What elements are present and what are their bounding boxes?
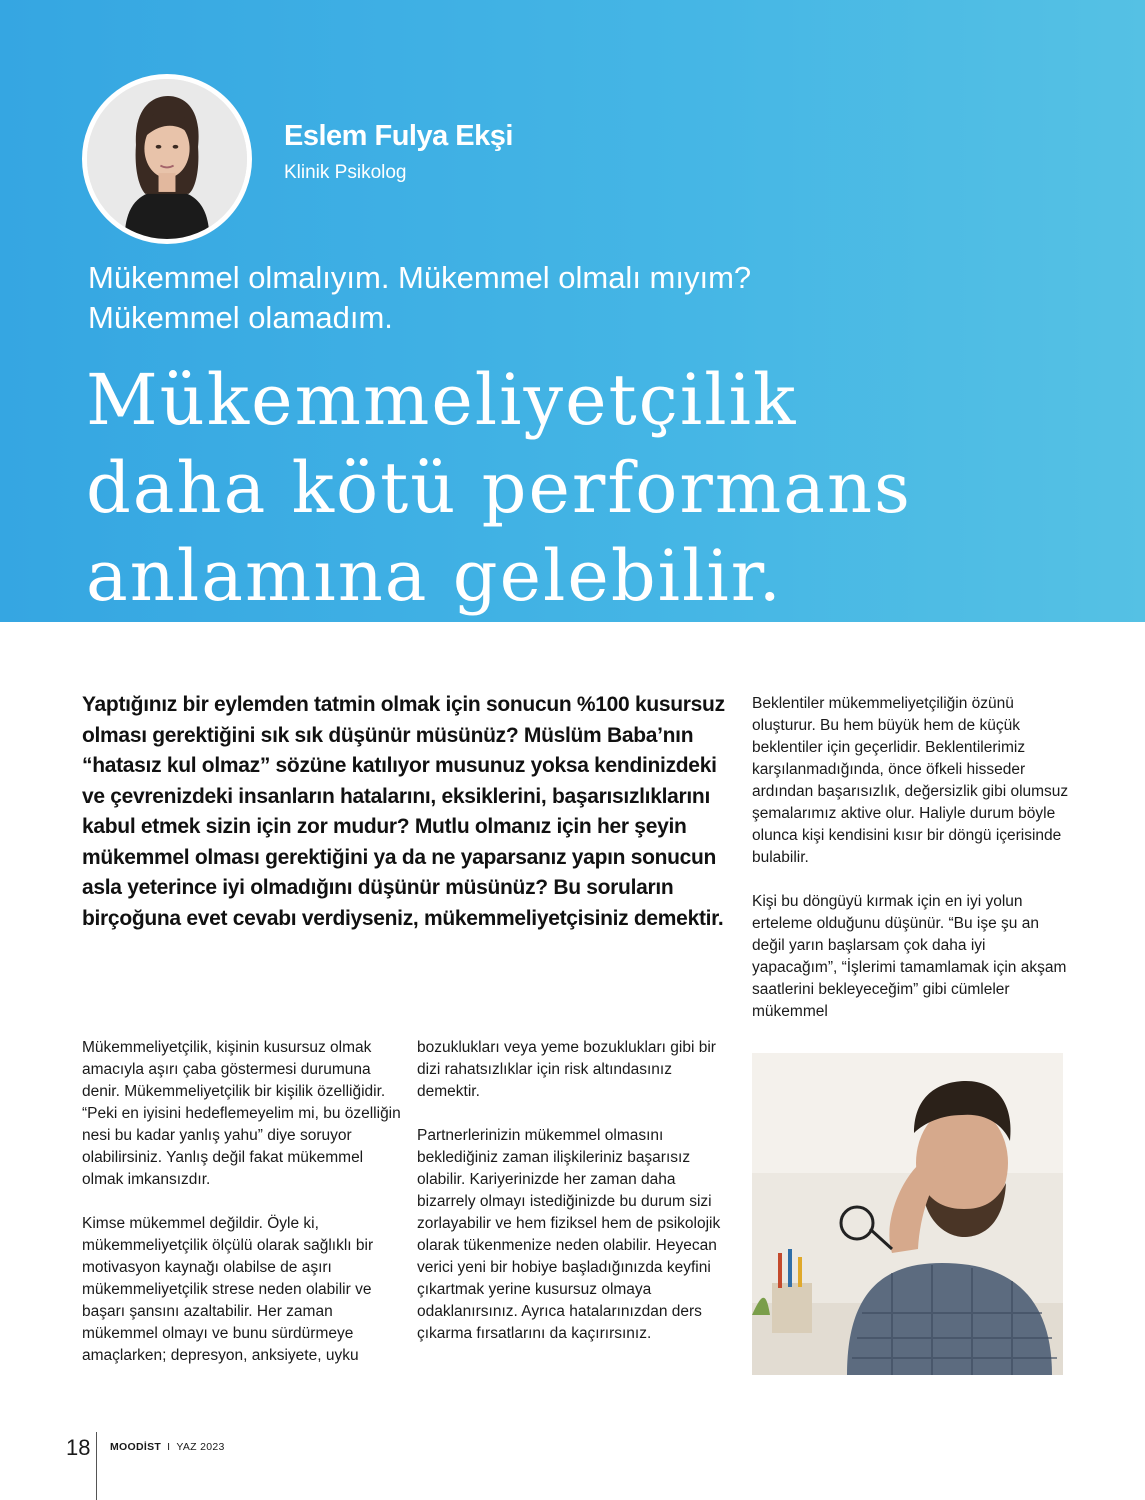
magazine-brand: MOODİST: [110, 1441, 162, 1453]
body-paragraph: Mükemmeliyetçilik, kişinin kusursuz olmak amacıyla aşırı çaba göstermesi durumuna denir. Mükemmeliyetçilik bir kişilik özelliğidir. “Peki en iyisini hedeflemeyelim mi, bu özelliğin nesi bu kadar yanlış yahu” diye soruyor olabilirsiniz. Yanlış değil fakat mükemmel olmak imkansızdır.: [82, 1039, 401, 1188]
body-paragraph: Partnerlerinizin mükemmel olmasını beklediğiniz zaman ilişkileriniz başarısız olabilir. Kariyerinizde her zaman daha bizarrely olmayı istediğinizde bu durum sizi zorlayabilir ve hem fiziksel hem de psikolojik olarak tükenmenize neden olabilir. Heyecan verici yeni bir hobiye başladığınızda keyfini çıkartmak yerine kusursuz olmaya odaklanırsınız. Ayrıca hatalarınızdan ders çıkarma fırsatlarını da kaçırırsınız.: [417, 1127, 721, 1342]
author-role: Klinik Psikolog: [284, 162, 407, 183]
footer-divider: [96, 1432, 97, 1500]
body-column-left: [82, 1037, 402, 1389]
body-paragraph: Kişi bu döngüyü kırmak için en iyi yolun erteleme olduğunu düşünür. “Bu işe şu an değil yarın başlarsam çok daha iyi yapacağım”, “İşlerimi tamamlamak için akşam saatlerini bekleyeceğim” gibi cümleler mükemmel: [752, 893, 1067, 1020]
kicker: [88, 258, 1088, 338]
headline-line: Mükemmeliyetçilik: [86, 359, 798, 441]
body-paragraph: bozuklukları veya yeme bozuklukları gibi bir dizi rahatsızlıklar için risk altındasınız demektir.: [417, 1039, 716, 1100]
author-portrait: [82, 74, 252, 244]
footer-separator: I: [167, 1441, 171, 1453]
lead-paragraph: Yaptığınız bir eylemden tatmin olmak için sonucun %100 kusursuz olması gerektiğini sık sık düşünür müsünüz? Müslüm Baba’nın “hatasız kul olmaz” sözüne katılıyor musunuz yoksa kendinizdeki ve çevrenizdeki insanların hatalarını, eksiklerini, başarısızlıklarını kabul etmek sizin için zor mudur? Mutlu olmanız için her şeyin mükemmel olması gerektiğini ya da ne yaparsanız yapın sonucun asla yeterince iyi olmadığını düşünür müsünüz? Bu soruların birçoğuna evet cevabı verdiyseniz, mükemmeliyetçisiniz demektir.: [82, 693, 725, 930]
headline-line: anlamına gelebilir.: [86, 535, 783, 617]
page-number: 18: [66, 1435, 91, 1460]
kicker-line: Mükemmel olmalıyım. Mükemmel olmalı mıyım?: [88, 260, 752, 295]
author-portrait-illustration: [87, 79, 247, 239]
body-paragraph: Kimse mükemmel değildir. Öyle ki, mükemmeliyetçilik ölçülü olarak sağlıklı bir motivasyon kaynağı olabilse de aşırı mükemmeliyetçilik strese neden olabilir ve başarı şansını azaltabilir. Her zaman mükemmel olmayı ve bunu sürdürmeye amaçlarken; depresyon, anksiyete, uyku: [82, 1215, 374, 1364]
header-banner: [0, 0, 1145, 622]
stressed-man-illustration: [752, 1053, 1063, 1375]
author-name: Eslem Fulya Ekşi: [284, 120, 513, 152]
issue-label: YAZ 2023: [176, 1441, 225, 1453]
body-column-middle: [417, 1037, 735, 1367]
stressed-man-photo: [752, 1053, 1063, 1375]
body-column-right: [752, 693, 1070, 1045]
footer-masthead: [110, 1441, 225, 1453]
headline: [86, 356, 1126, 620]
kicker-line: Mükemmel olamadım.: [88, 300, 393, 335]
headline-line: daha kötü performans: [86, 447, 912, 529]
body-paragraph: Beklentiler mükemmeliyetçiliğin özünü oluşturur. Bu hem büyük hem de küçük beklentiler için geçerlidir. Beklentilerimiz karşılanmadığında, önce öfkeli hisseder ardından başarısızlık, değersizlik gibi olumsuz şemalarımız aktive olur. Haliyle durum böyle olunca kişi kendisini kısır bir döngü içerisinde bulabilir.: [752, 695, 1069, 866]
